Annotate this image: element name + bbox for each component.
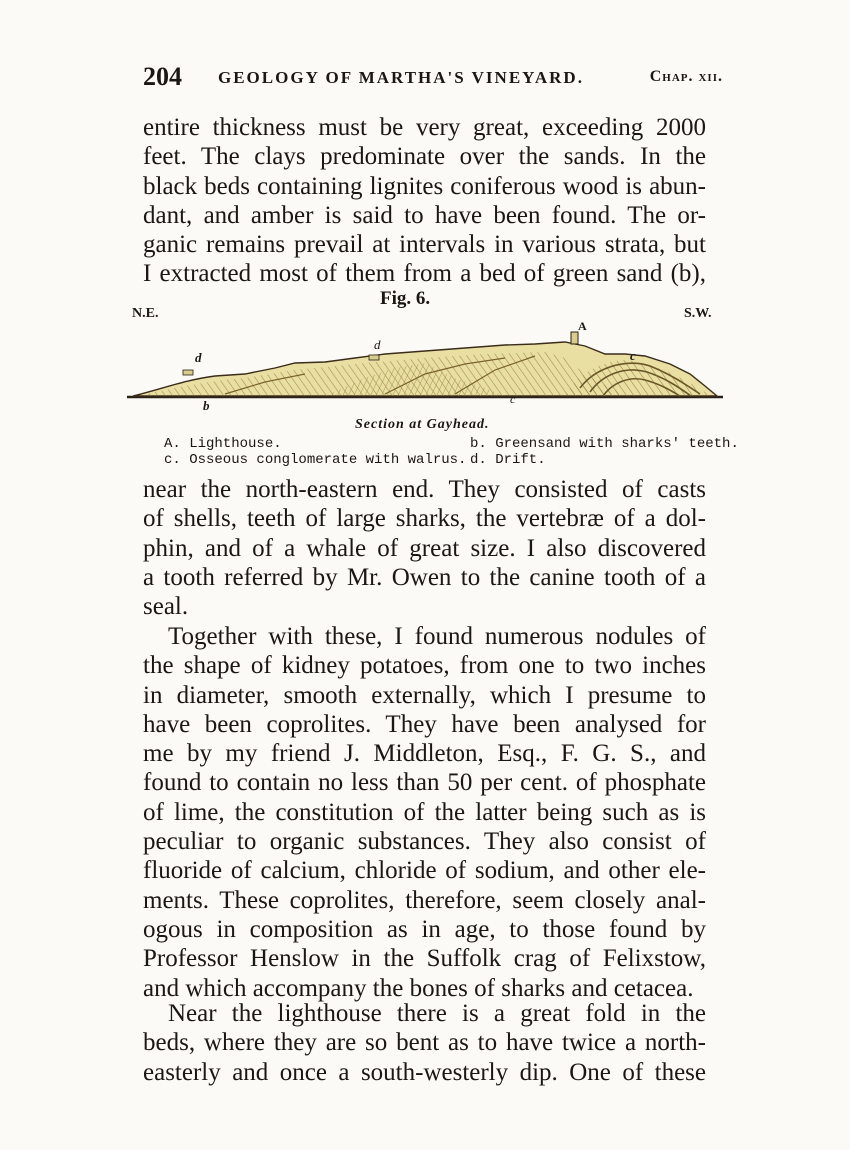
text-line: Together with these, I found numerous nodules of bbox=[168, 623, 706, 650]
label-b: b bbox=[203, 398, 210, 413]
label-A: A bbox=[578, 319, 587, 333]
text-line: near the north-eastern end. They consisted of casts bbox=[143, 476, 706, 503]
page-header bbox=[143, 62, 723, 96]
text-line: a tooth referred by Mr. Owen to the canine tooth of a bbox=[143, 563, 706, 591]
text-line: ments. These coprolites, therefore, seem closely anal- bbox=[143, 886, 706, 914]
paragraph-3 bbox=[143, 622, 706, 1003]
text-line: feet. The clays predominate over the sands. In the bbox=[143, 143, 706, 171]
text-line: ogous in composition as in age, to those found by bbox=[143, 915, 706, 943]
text-line: have been coprolites. They have been analysed for bbox=[143, 710, 706, 738]
direction-ne: N.E. bbox=[132, 306, 159, 321]
lighthouse-mark bbox=[571, 332, 578, 344]
text-line: peculiar to organic substances. They also consist of bbox=[143, 828, 706, 856]
direction-sw: S.W. bbox=[684, 306, 712, 321]
text-line: in diameter, smooth externally, which I presume to bbox=[143, 681, 706, 709]
page-number: 204 bbox=[143, 62, 182, 91]
text-line: me by my friend J. Middleton, Esq., F. G. S., and bbox=[143, 740, 706, 768]
paragraph-4 bbox=[143, 999, 706, 1087]
text-line: I extracted most of them from a bed of green sand (b), bbox=[143, 260, 706, 288]
text-line: the shape of kidney potatoes, from one to two inches bbox=[143, 652, 706, 680]
text-line: and which accompany the bones of sharks and cetacea. bbox=[143, 974, 694, 1002]
text-line: black beds containing lignites coniferous wood is abun- bbox=[143, 172, 706, 200]
text-line: easterly and once a south-westerly dip. One of these bbox=[143, 1058, 706, 1086]
text-line: fluoride of calcium, chloride of sodium, and other ele- bbox=[143, 857, 706, 885]
label-d-top: d bbox=[374, 337, 381, 352]
text-line: Professor Henslow in the Suffolk crag of Felixstow, bbox=[143, 945, 706, 973]
chapter-label: Chap. xii. bbox=[649, 68, 723, 85]
legend-d: d. Drift. bbox=[470, 452, 546, 468]
text-line: Near the lighthouse there is a great fold in the bbox=[168, 1000, 706, 1027]
text-line: dant, and amber is said to have been found. The or- bbox=[143, 201, 706, 229]
running-title: GEOLOGY OF MARTHA'S VINEYARD. bbox=[218, 68, 584, 87]
text-line: beds, where they are so bent as to have twice a north- bbox=[143, 1029, 706, 1057]
label-c-bottom: c bbox=[510, 392, 516, 406]
cliff-section-illustration bbox=[125, 318, 725, 418]
text-line: of shells, teeth of large sharks, the vertebræ of a dol- bbox=[143, 505, 706, 533]
label-c-right: c bbox=[630, 348, 636, 363]
paragraph-2 bbox=[143, 475, 706, 621]
legend-b: b. Greensand with sharks' teeth. bbox=[470, 436, 739, 452]
text-line: seal. bbox=[143, 593, 189, 621]
legend-c: c. Osseous conglomerate with walrus. bbox=[164, 452, 467, 468]
figure-title: Fig. 6. bbox=[380, 288, 431, 309]
text-line: ganic remains prevail at intervals in various strata, but bbox=[143, 231, 706, 259]
paragraph-1 bbox=[143, 113, 706, 289]
text-line: found to contain no less than 50 per cent. of phosphate bbox=[143, 769, 706, 797]
label-d-left: d bbox=[195, 350, 202, 365]
figure-caption: Section at Gayhead. bbox=[355, 417, 490, 432]
text-line: phin, and of a whale of great size. I also discovered bbox=[143, 534, 706, 562]
text-line: entire thickness must be very great, exceeding 2000 bbox=[143, 114, 706, 141]
legend-a: A. Lighthouse. bbox=[164, 436, 282, 452]
text-line: of lime, the constitution of the latter being such as is bbox=[143, 798, 706, 826]
